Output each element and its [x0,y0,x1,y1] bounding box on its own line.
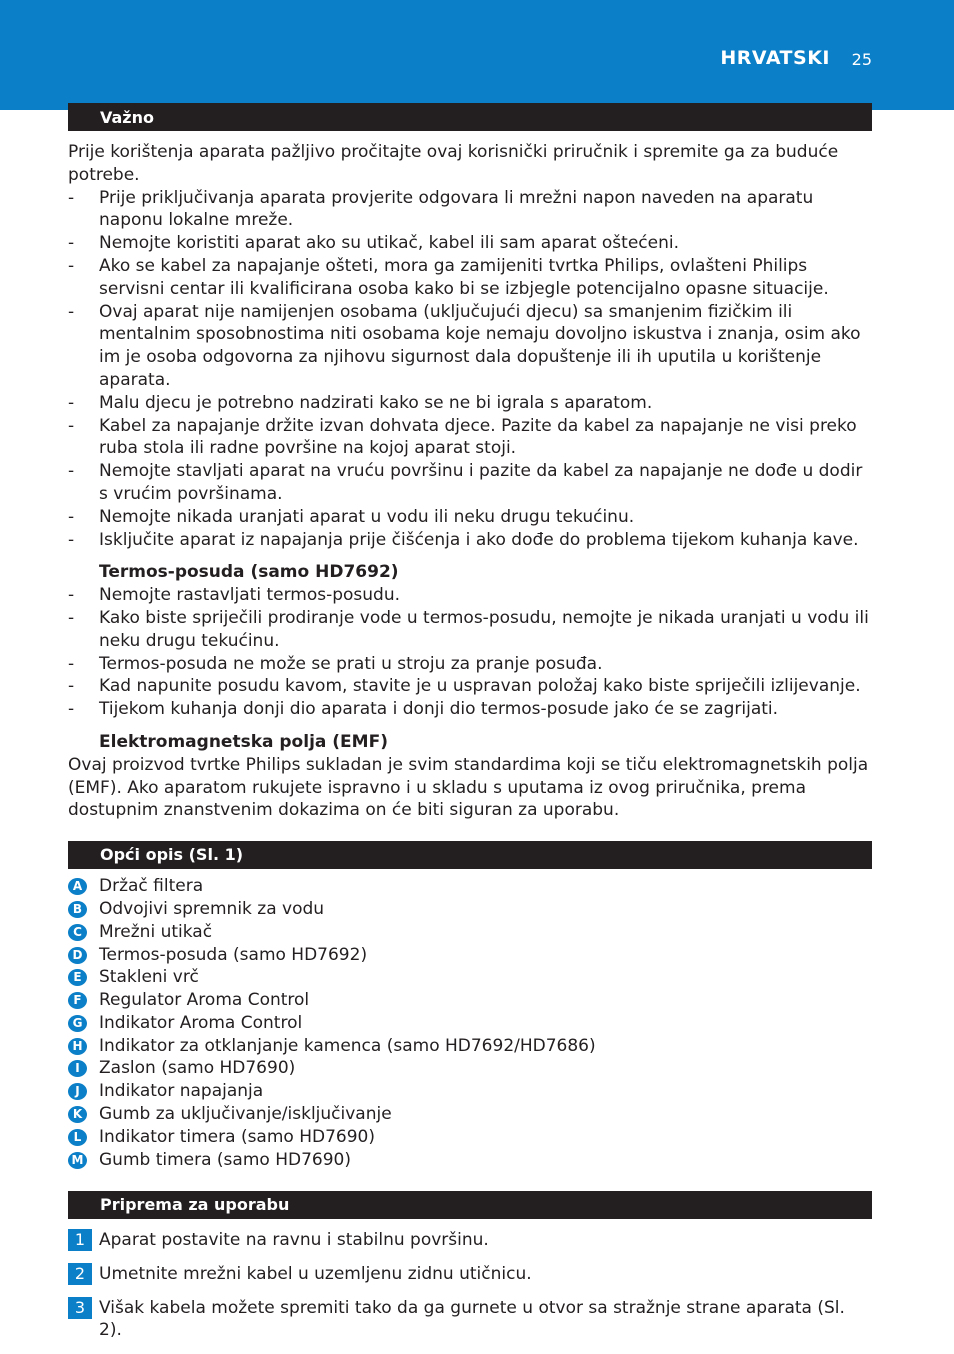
list-item: - Nemojte stavljati aparat na vruću površinu i pazite da kabel za napajanje ne dođe u dodir s vrućim površinama. [68,461,863,504]
section-heading-general: Opći opis (Sl. 1) [68,841,872,869]
letter-badge: J [68,1083,87,1100]
warnings-list [68,187,872,552]
letter-badge: G [68,1015,87,1032]
thermos-list [68,584,872,721]
list-item: E Stakleni vrč [68,966,872,989]
emf-paragraph: Ovaj proizvod tvrtke Philips sukladan je svim standardima koji se tiču elektromagnetskih polja (EMF). Ako aparatom rukujete ispravno i u skladu s uputama iz ovog priručnika, prema dostupnim znanstvenim dokazima on će biti siguran za uporabu. [68,754,869,821]
list-item: K Gumb za uključivanje/isključivanje [68,1103,872,1126]
parts-list [68,875,872,1171]
steps-list [68,1229,872,1341]
list-item: B Odvojivi spremnik za vodu [68,898,872,921]
list-item: - Malu djecu je potrebno nadzirati kako se ne bi igrala s aparatom. [68,392,653,413]
letter-badge: E [68,969,87,986]
list-item: I Zaslon (samo HD7690) [68,1057,872,1080]
page-body [68,0,872,1341]
step-number: 1 [68,1229,92,1251]
letter-badge: A [68,878,87,895]
list-item: G Indikator Aroma Control [68,1012,872,1035]
letter-badge: C [68,924,87,941]
list-item: - Termos-posuda ne može se prati u stroju za pranje posuđa. [68,653,603,674]
list-item: D Termos-posuda (samo HD7692) [68,944,872,967]
list-item: - Nemojte nikada uranjati aparat u vodu ili neku drugu tekućinu. [68,506,635,527]
list-item: L Indikator timera (samo HD7690) [68,1126,872,1149]
step-number: 2 [68,1263,92,1285]
letter-badge: M [68,1152,87,1169]
step-item: 3 Višak kabela možete spremiti tako da ga gurnete u otvor sa stražnje strane aparata (Sl. 2). [68,1297,872,1331]
list-item: A Držač filtera [68,875,872,898]
section-heading-preparation: Priprema za uporabu [68,1191,872,1219]
list-item: - Ako se kabel za napajanje ošteti, mora ga zamijeniti tvrtka Philips, ovlašteni Philips servisni centar ili kvalificirana osoba kako bi se izbjegle potencijalno opasne situacije. [68,255,829,299]
list-item: J Indikator napajanja [68,1080,872,1103]
list-item: - Kabel za napajanje držite izvan dohvata djece. Pazite da kabel za napajanje ne visi preko ruba stola ili radne površine na kojoj aparat stoji. [68,415,857,459]
step-number: 3 [68,1297,92,1319]
letter-badge: L [68,1129,87,1146]
list-item: - Tijekom kuhanja donji dio aparata i donji dio termos-posude jako će se zagrijati. [68,699,779,720]
list-item: - Isključite aparat iz napajanja prije čišćenja i ako dođe do problema tijekom kuhanja kave. [68,529,859,550]
section-heading-important: Važno [68,103,872,131]
list-item: H Indikator za otklanjanje kamenca (samo HD7692/HD7686) [68,1035,872,1058]
list-item: - Kako biste spriječili prodiranje vode u termos-posudu, nemojte je nikada uranjati u vodu ili neku drugu tekućinu. [68,607,869,651]
subheading-thermos: Termos-posuda (samo HD7692) [99,562,399,583]
page-number: 25 [851,50,872,69]
subheading-emf: Elektromagnetska polja (EMF) [99,731,388,752]
intro-paragraph: Prije korištenja aparata pažljivo pročitajte ovaj korisnički priručnik i spremite ga za buduće potrebe. [68,142,839,185]
letter-badge: F [68,992,87,1009]
list-item: - Kad napunite posudu kavom, stavite je u uspravan položaj kako biste spriječili izlijevanje. [68,676,861,697]
step-item: 2 Umetnite mrežni kabel u uzemljenu zidnu utičnicu. [68,1263,872,1297]
list-item: - Nemojte koristiti aparat ako su utikač, kabel ili sam aparat oštećeni. [68,233,680,254]
step-item: 1 Aparat postavite na ravnu i stabilnu površinu. [68,1229,872,1263]
list-item: - Prije priključivanja aparata provjerite odgovara li mrežni napon naveden na aparatu naponu lokalne mreže. [68,187,814,231]
letter-badge: H [68,1038,87,1055]
list-item: F Regulator Aroma Control [68,989,872,1012]
letter-badge: I [68,1060,87,1077]
list-item: M Gumb timera (samo HD7690) [68,1149,872,1172]
list-item: - Ovaj aparat nije namijenjen osobama (uključujući djecu) sa smanjenim fizičkim ili mentalnim sposobnostima niti osobama koje nemaju dovoljno iskustva i znanja, osim ako im je osoba odgovorna za njihovu sigurnost dala dopuštenje ili ih uputila u korištenje aparata. [68,301,861,390]
letter-badge: K [68,1106,87,1123]
letter-badge: D [68,947,87,964]
list-item: - Nemojte rastavljati termos-posudu. [68,585,401,606]
letter-badge: B [68,901,87,918]
language-label: HRVATSKI [720,47,830,69]
list-item: C Mrežni utikač [68,921,872,944]
